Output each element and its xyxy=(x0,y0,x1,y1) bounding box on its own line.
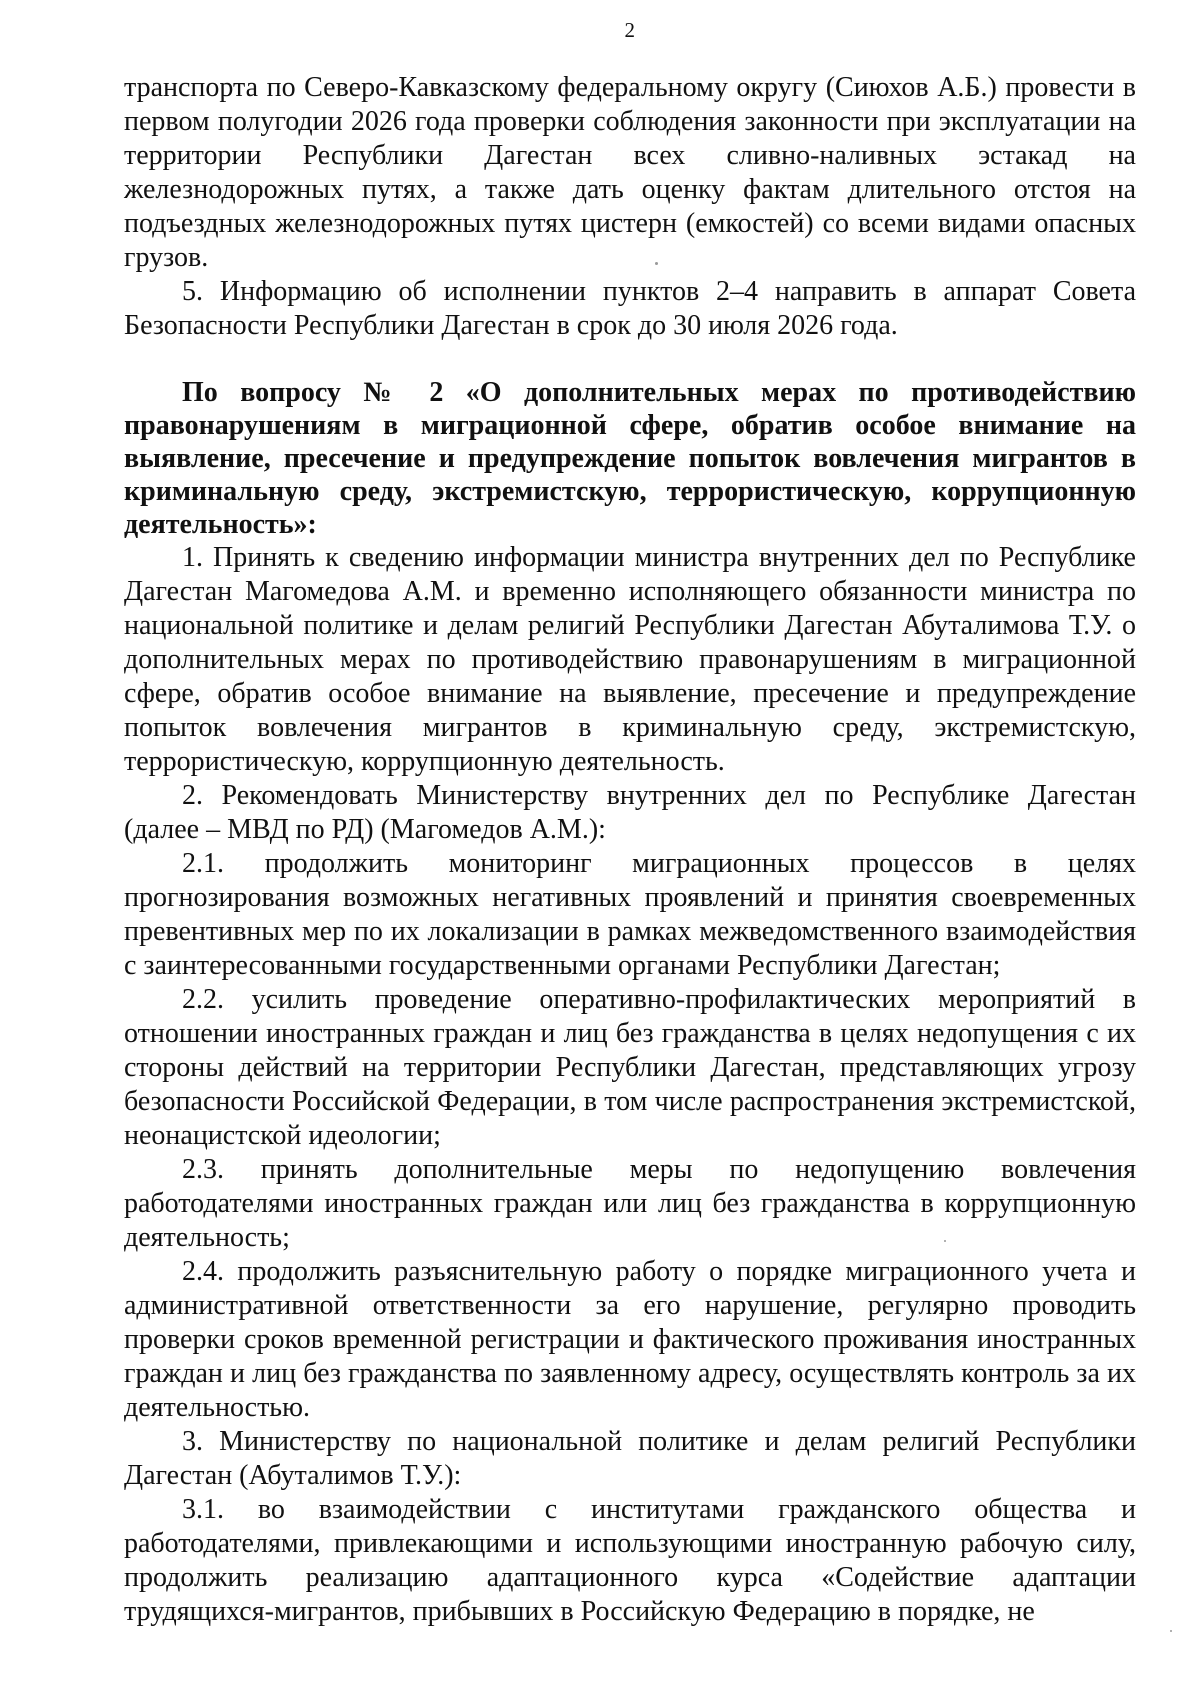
paragraph-item-3: 3. Министерству по национальной политике и делам религий Республики Дагестан (Абуталимов Т.У.): xyxy=(124,1426,1136,1491)
paragraph-item-2-2: 2.2. усилить проведение оперативно-профилактических мероприятий в отношении иностранных граждан и лиц без гражданства в целях недопущения с их стороны действий на территории Республики Дагестан, представляющих угрозу безопасности Российской Федерации, в том числе распространения экстремистской, неонацистской идеологии; xyxy=(124,984,1136,1151)
paragraph-item-2-4: 2.4. продолжить разъяснительную работу о порядке миграционного учета и административной ответственности за его нарушение, регулярно проводить проверки сроков временной регистрации и фактического проживания иностранных граждан и лиц без гражданства по заявленному адресу, осуществлять контроль за их деятельностью. xyxy=(124,1256,1136,1423)
paragraph-item-5: 5. Информацию об исполнении пунктов 2–4 направить в аппарат Совета Безопасности Республики Дагестан в срок до 30 июля 2026 года. xyxy=(124,276,1136,341)
scan-speck xyxy=(655,262,658,265)
section-heading-question-2: По вопросу № 2 «О дополнительных мерах по противодействию правонарушениям в миграционной сфере, обратив особое внимание на выявление, пресечение и предупреждение попыток вовлечения мигрантов в криминальную среду, экстремистскую, террористическую, коррупционную деятельность»: xyxy=(124,377,1136,540)
page-number: 2 xyxy=(624,18,636,42)
paragraph-item-2-1: 2.1. продолжить мониторинг миграционных процессов в целях прогнозирования возможных негативных проявлений и принятия своевременных превентивных мер по их локализации в рамках межведомственного взаимодействия с заинтересованными государственными органами Республики Дагестан; xyxy=(124,848,1136,981)
paragraph-item-3-1: 3.1. во взаимодействии с институтами гражданского общества и работодателями, привлекающими и использующими иностранную рабочую силу, продолжить реализацию адаптационного курса «Содействие адаптации трудящихся-мигрантов, прибывших в Российскую Федерацию в порядке, не xyxy=(124,1494,1136,1627)
scan-speck xyxy=(1170,1630,1172,1632)
paragraph-item-1: 1. Принять к сведению информации министра внутренних дел по Республике Дагестан Магомедова А.М. и временно исполняющего обязанности министра по национальной политике и делам религий Республики Дагестан Абуталимова Т.У. о дополнительных мерах по противодействию правонарушениям в миграционной сфере, обратив особое внимание на выявление, пресечение и предупреждение попыток вовлечения мигрантов в криминальную среду, экстремистскую, террористическую, коррупционную деятельность. xyxy=(124,542,1136,777)
paragraph-item-2-3: 2.3. принять дополнительные меры по недопущению вовлечения работодателями иностранных граждан или лиц без гражданства в коррупционную деятельность; xyxy=(124,1154,1136,1253)
scan-speck xyxy=(944,1240,946,1242)
paragraph-item-2: 2. Рекомендовать Министерству внутренних дел по Республике Дагестан (далее – МВД по РД) (Магомедов А.М.): xyxy=(124,780,1136,845)
paragraph-transport-inspection: транспорта по Северо-Кавказскому федеральному округу (Сиюхов А.Б.) провести в первом полугодии 2026 года проверки соблюдения законности при эксплуатации на территории Республики Дагестан всех сливно-наливных эстакад на железнодорожных путях, а также дать оценку фактам длительного отстоя на подъездных железнодорожных путях цистерн (емкостей) со всеми видами опасных грузов. xyxy=(124,72,1136,273)
